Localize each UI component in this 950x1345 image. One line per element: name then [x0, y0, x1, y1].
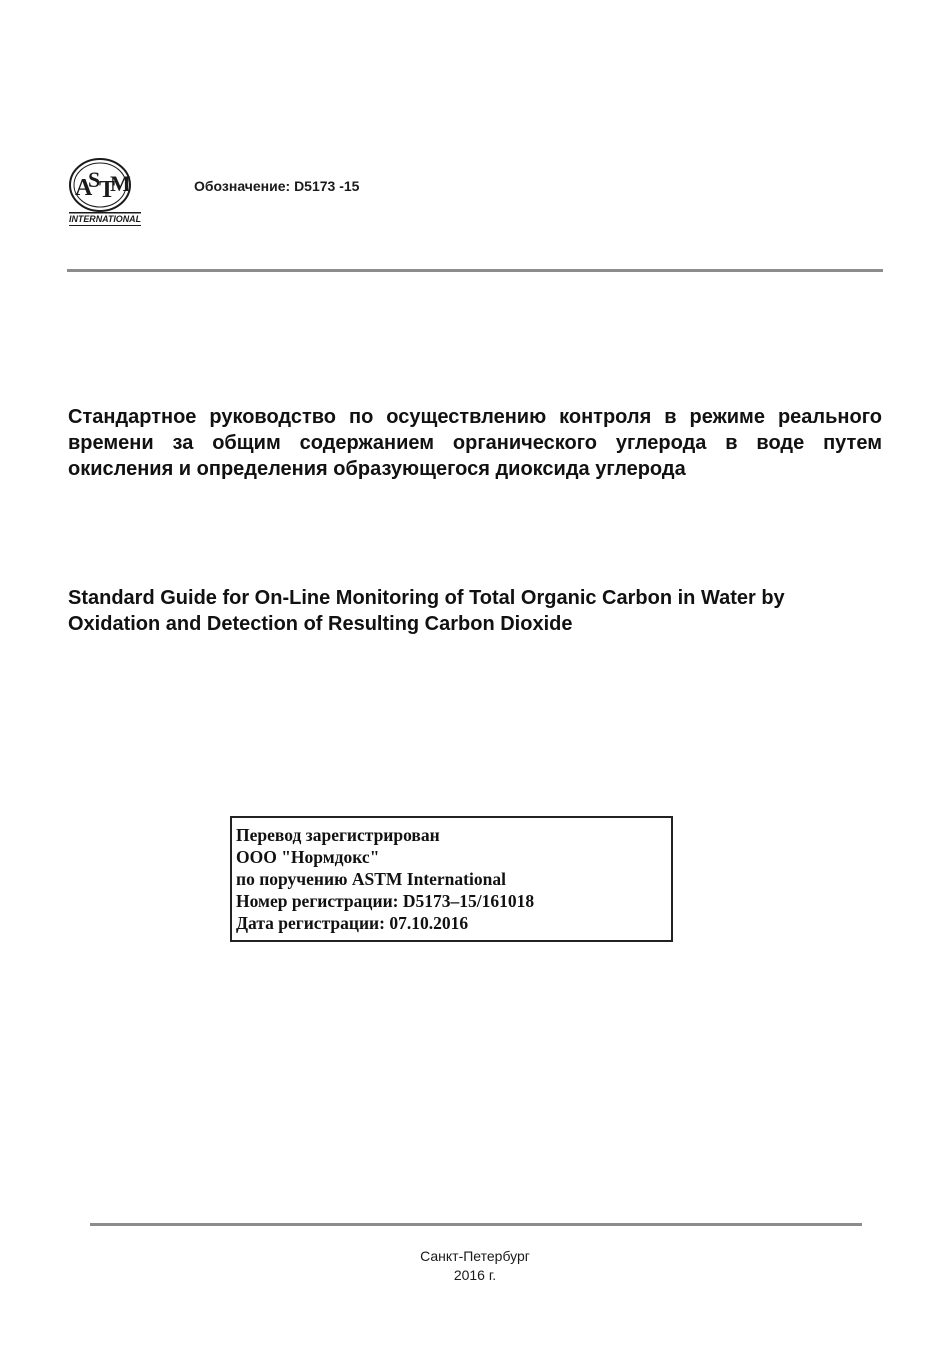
logo-subtext: INTERNATIONAL [69, 214, 141, 224]
title-russian: Стандартное руководство по осуществлению контроля в режиме реального времени за общим содержанием органического углерода в воде путем окисления и определения образующегося диоксида углерода [68, 406, 882, 480]
registration-line: ООО "Нормдокс" [236, 847, 380, 867]
registration-line: по поручению ASTM International [236, 869, 506, 889]
bottom-divider [90, 1223, 862, 1226]
svg-text:A: A [75, 175, 92, 201]
title-english: Standard Guide for On-Line Monitoring of Total Organic Carbon in Water by Oxidation and Detection of Resulting Carbon Dioxide [68, 587, 785, 635]
designation: Обозначение: D5173 -15 [194, 178, 360, 194]
top-divider [67, 269, 883, 272]
registration-line: Перевод зарегистрирован [236, 825, 440, 845]
svg-text:T: T [99, 177, 116, 203]
publication-place [0, 1247, 950, 1285]
registration-line: Дата регистрации: 07.10.2016 [236, 913, 469, 933]
svg-text:M: M [110, 171, 131, 196]
publication-year: 2016 г. [453, 1267, 497, 1283]
registration-line: Номер регистрации: D5173–15/161018 [236, 891, 535, 911]
svg-text:S: S [88, 167, 101, 192]
astm-logo-icon [66, 157, 144, 229]
registration-box [230, 816, 673, 942]
publication-city: Санкт-Петербург [420, 1248, 530, 1264]
